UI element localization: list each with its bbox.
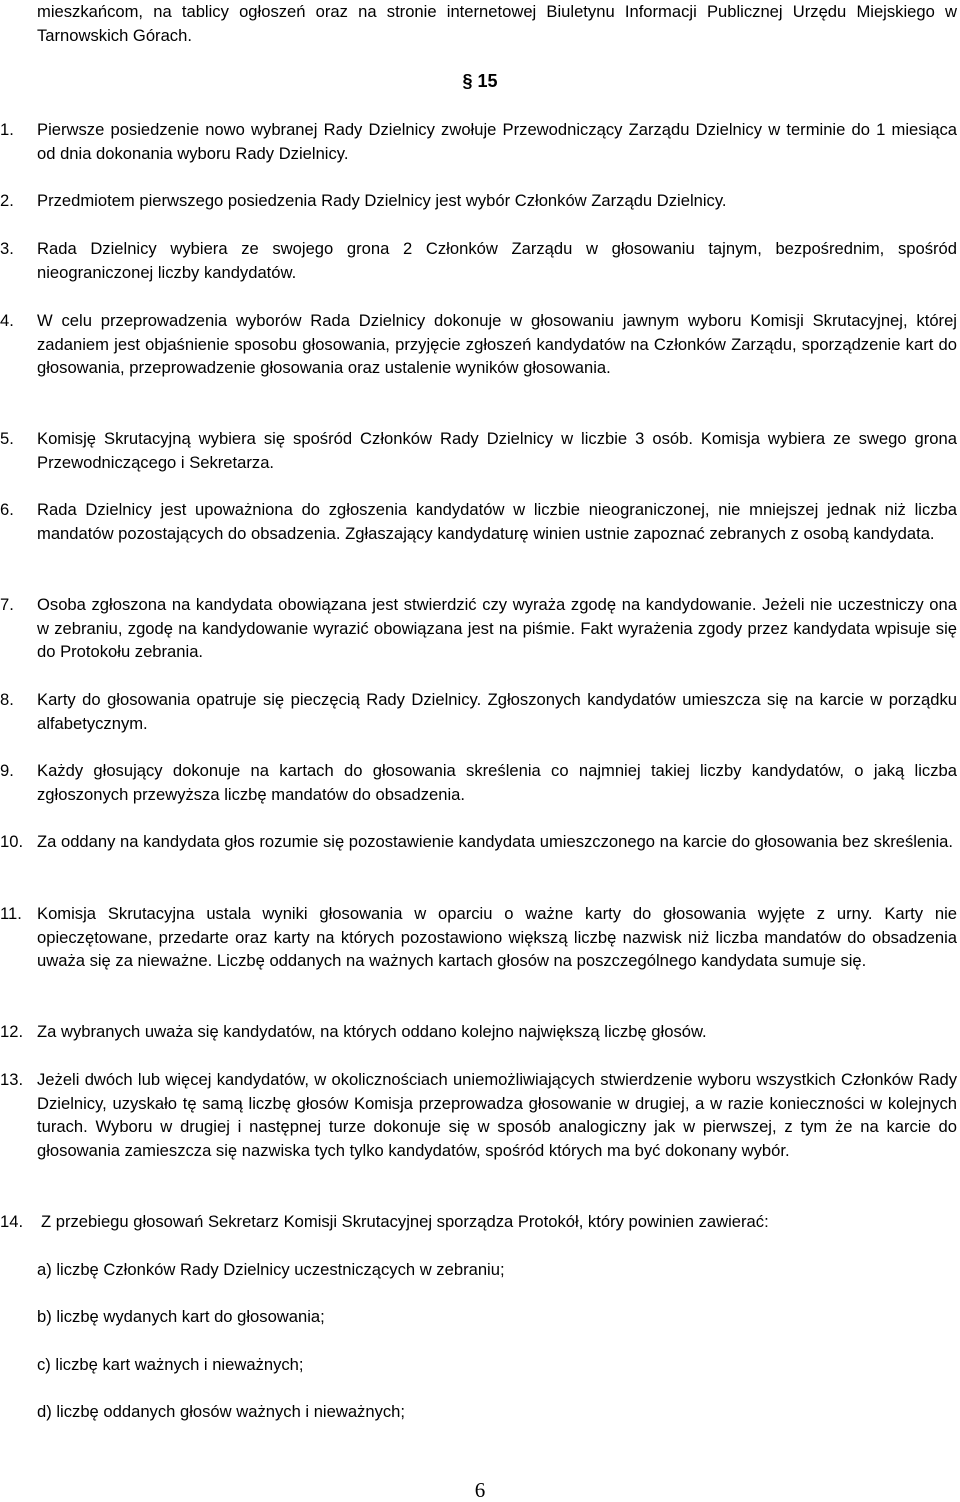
sub-item: d) liczbę oddanych głosów ważnych i nieważnych;: [37, 1402, 406, 1421]
item-text: Pierwsze posiedzenie nowo wybranej Rady Dzielnicy zwołuje Przewodniczący Zarządu Dzielnicy w terminie do 1 miesiąca od dnia dokonania wyboru Rady Dzielnicy.: [37, 120, 957, 163]
item-text: Karty do głosowania opatruje się pieczęcią Rady Dzielnicy. Zgłoszonych kandydatów umieszcza się na karcie w porządku alfabetycznym.: [37, 690, 957, 733]
item-text: Komisja Skrutacyjna ustala wyniki głosowania w oparciu o ważne karty do głosowania wyjęte z urny. Karty nie opieczętowane, przedarte oraz karty na których pozostawiono większą liczbę nazwisk niż liczba mandatów do obsadzenia uważa się za nieważne. Liczbę oddanych na ważnych kartach głosów na poszczególnego kandydata sumuje się.: [37, 904, 957, 971]
sub-item: c) liczbę kart ważnych i nieważnych;: [37, 1355, 304, 1374]
item-number: 6.: [0, 500, 14, 519]
item-text: Jeżeli dwóch lub więcej kandydatów, w okolicznościach uniemożliwiających stwierdzenie wyboru wszystkich Członków Rady Dzielnicy, uzyskało tę samą liczbę głosów Komisja przeprowadza głosowanie w drugiej, a w razie konieczności w kolejnych turach. Wyboru w drugiej i następnej turze dokonuje się w sposób analogiczny jak w pierwszej, z tym że na karcie do głosowania zamieszcza się nazwiska tych tylko kandydatów, spośród których ma być dokonany wybór.: [37, 1070, 957, 1160]
item-text: Z przebiegu głosowań Sekretarz Komisji Skrutacyjnej sporządza Protokół, który powinien zawierać:: [41, 1212, 769, 1231]
item-number: 4.: [0, 311, 14, 330]
item-number: 7.: [0, 595, 14, 614]
page-number: 6: [474, 1478, 486, 1502]
item-number: 1.: [0, 120, 14, 139]
item-number: 9.: [0, 761, 14, 780]
intro-paragraph: mieszkańcom, na tablicy ogłoszeń oraz na stronie internetowej Biuletynu Informacji Publicznej Urzędu Miejskiego w Tarnowskich Górach.: [37, 2, 957, 45]
item-text: Osoba zgłoszona na kandydata obowiązana jest stwierdzić czy wyraża zgodę na kandydowanie. Jeżeli nie uczestniczy ona w zebraniu, zgodę na kandydowanie wyrazić obowiązana jest na piśmie. Fakt wyrażenia zgody przez kandydata wpisuje się do Protokołu zebrania.: [37, 595, 957, 662]
item-text: Rada Dzielnicy jest upoważniona do zgłoszenia kandydatów w liczbie nieograniczonej, nie mniejszej jednak niż liczba mandatów pozostających do obsadzenia. Zgłaszający kandydaturę winien ustnie zapoznać zebranych z osobą kandydata.: [37, 500, 957, 543]
section-number: § 15: [462, 71, 498, 91]
item-number: 10.: [0, 832, 24, 851]
item-number: 14.: [0, 1212, 24, 1231]
item-text: Każdy głosujący dokonuje na kartach do głosowania skreślenia co najmniej takiej liczby kandydatów, o jaką liczba zgłoszonych przewyższa liczbę mandatów do obsadzenia.: [37, 761, 957, 804]
sub-item: a) liczbę Członków Rady Dzielnicy uczestniczących w zebraniu;: [37, 1260, 505, 1279]
item-text: Za oddany na kandydata głos rozumie się pozostawienie kandydata umieszczonego na karcie do głosowania bez skreślenia.: [37, 832, 953, 851]
item-text: Za wybranych uważa się kandydatów, na których oddano kolejno największą liczbę głosów.: [37, 1022, 707, 1041]
item-text: Komisję Skrutacyjną wybiera się spośród Członków Rady Dzielnicy w liczbie 3 osób. Komisja wybiera ze swego grona Przewodniczącego i Sekretarza.: [37, 429, 957, 472]
item-number: 5.: [0, 429, 14, 448]
item-number: 8.: [0, 690, 14, 709]
item-number: 2.: [0, 191, 14, 210]
sub-item: b) liczbę wydanych kart do głosowania;: [37, 1307, 325, 1326]
item-number: 11.: [0, 904, 22, 923]
item-number: 12.: [0, 1022, 24, 1041]
item-text: Przedmiotem pierwszego posiedzenia Rady Dzielnicy jest wybór Członków Zarządu Dzielnicy.: [37, 191, 727, 210]
item-number: 3.: [0, 239, 14, 258]
item-text: W celu przeprowadzenia wyborów Rada Dzielnicy dokonuje w głosowaniu jawnym wyboru Komisji Skrutacyjnej, której zadaniem jest objaśnienie sposobu głosowania, przyjęcie zgłoszeń kandydatów na Członków Zarządu, sporządzenie kart do głosowania, przeprowadzenie głosowania oraz ustalenie wyników głosowania.: [37, 311, 957, 378]
item-number: 13.: [0, 1070, 24, 1089]
item-text: Rada Dzielnicy wybiera ze swojego grona 2 Członków Zarządu w głosowaniu tajnym, bezpośrednim, spośród nieograniczonej liczby kandydatów.: [37, 239, 957, 282]
